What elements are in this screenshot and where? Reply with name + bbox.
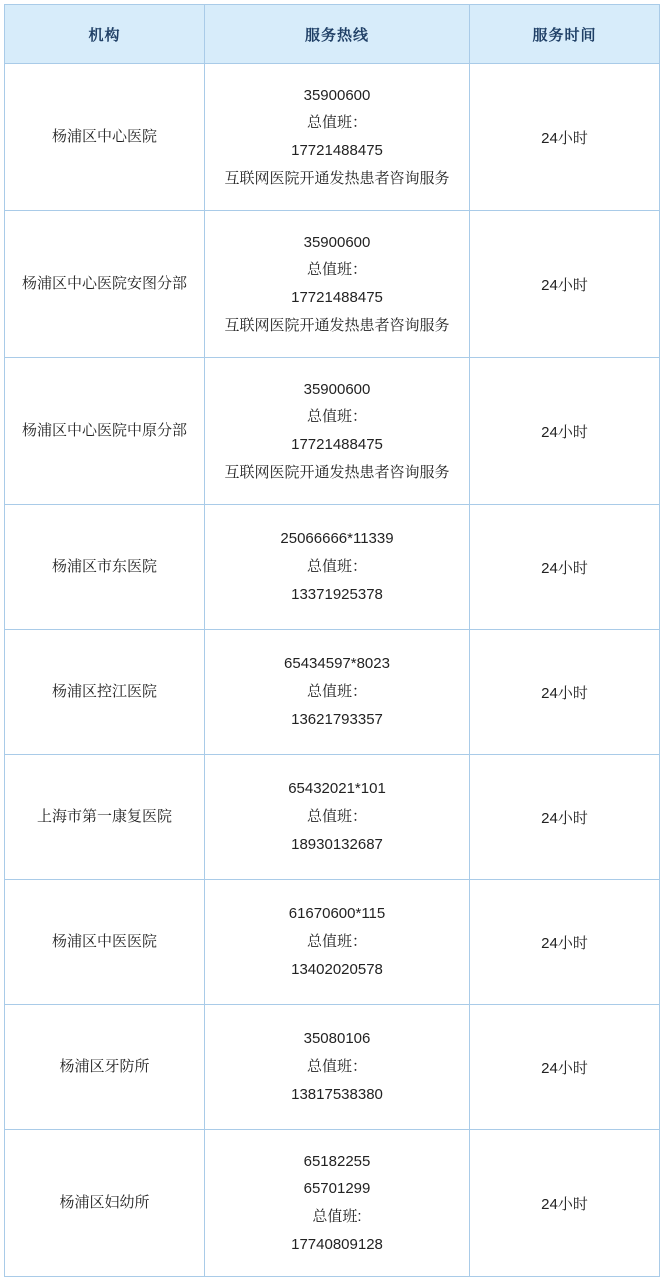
- column-header-hotline: 服务热线: [205, 5, 470, 64]
- cell-time: 24小时: [470, 1130, 660, 1277]
- hotline-line: 13402020578: [291, 960, 383, 978]
- cell-org: 杨浦区中心医院: [5, 64, 205, 211]
- cell-time: 24小时: [470, 505, 660, 630]
- hotline-line: 35080106: [303, 1030, 371, 1048]
- hotline-line: 互联网医院开通发热患者咨询服务: [224, 463, 450, 481]
- cell-time: 24小时: [470, 880, 660, 1005]
- cell-org: 上海市第一康复医院: [5, 755, 205, 880]
- hotline-line: 总值班：: [306, 933, 367, 951]
- hotline-line: 总值班：: [306, 558, 367, 576]
- hotline-line: 61670600*115: [288, 905, 386, 923]
- table-row: [5, 64, 660, 211]
- table-row: [5, 358, 660, 505]
- cell-hotline: [205, 755, 470, 880]
- cell-org: 杨浦区牙防所: [5, 1005, 205, 1130]
- cell-time: 24小时: [470, 211, 660, 358]
- table-body: [5, 64, 660, 1277]
- hotline-line: 总值班：: [306, 1058, 367, 1076]
- hotline-line: 25066666*11339: [280, 530, 394, 548]
- column-header-org: 机构: [5, 5, 205, 64]
- hotline-line: 13621793357: [291, 710, 383, 728]
- header-row: [5, 5, 660, 64]
- column-header-time: 服务时间: [470, 5, 660, 64]
- hotline-line: 35900600: [303, 380, 371, 398]
- cell-time: 24小时: [470, 64, 660, 211]
- cell-hotline: [205, 1130, 470, 1277]
- hotline-line: 17721488475: [291, 142, 383, 159]
- hotline-line: 65432021*101: [288, 780, 386, 798]
- cell-hotline: [205, 211, 470, 358]
- hotline-line: 65434597*8023: [284, 655, 390, 673]
- cell-org: 杨浦区中心医院中原分部: [5, 358, 205, 505]
- cell-org: 杨浦区控江医院: [5, 630, 205, 755]
- hotline-line: 35900600: [303, 86, 371, 104]
- hotline-line: 65701299: [303, 1180, 371, 1198]
- cell-org: 杨浦区妇幼所: [5, 1130, 205, 1277]
- hotline-line: 互联网医院开通发热患者咨询服务: [224, 316, 450, 334]
- table-row: [5, 505, 660, 630]
- table-row: [5, 630, 660, 755]
- hotline-line: 总值班：: [306, 114, 367, 132]
- hotline-line: 总值班：: [306, 683, 367, 701]
- hotline-line: 总值班：: [306, 408, 367, 426]
- cell-time: 24小时: [470, 1005, 660, 1130]
- cell-org: 杨浦区中医医院: [5, 880, 205, 1005]
- cell-time: 24小时: [470, 755, 660, 880]
- table-row: [5, 755, 660, 880]
- cell-time: 24小时: [470, 358, 660, 505]
- hotline-line: 17740809128: [291, 1235, 383, 1253]
- cell-hotline: [205, 630, 470, 755]
- cell-hotline: [205, 505, 470, 630]
- hotline-line: 17721488475: [291, 436, 383, 453]
- cell-org: 杨浦区市东医院: [5, 505, 205, 630]
- hotline-line: 18930132687: [291, 835, 383, 853]
- cell-hotline: [205, 358, 470, 505]
- hotline-line: 13371925378: [291, 585, 383, 603]
- hotline-line: 互联网医院开通发热患者咨询服务: [224, 169, 450, 187]
- table-row: [5, 880, 660, 1005]
- hotline-line: 35900600: [303, 233, 371, 251]
- cell-hotline: [205, 1005, 470, 1130]
- hotline-line: 65182255: [303, 1152, 371, 1170]
- table-row: [5, 1005, 660, 1130]
- table-row: [5, 211, 660, 358]
- hotline-line: 总值班：: [306, 808, 367, 826]
- table-row: [5, 1130, 660, 1277]
- hotline-line: 总值班:: [312, 1208, 362, 1225]
- hotline-line: 总值班：: [306, 261, 367, 279]
- hotline-table: [4, 4, 660, 1277]
- cell-hotline: [205, 880, 470, 1005]
- cell-org: 杨浦区中心医院安图分部: [5, 211, 205, 358]
- cell-hotline: [205, 64, 470, 211]
- table-header: [5, 5, 660, 64]
- cell-time: 24小时: [470, 630, 660, 755]
- hotline-line: 17721488475: [291, 289, 383, 306]
- hotline-line: 13817538380: [291, 1085, 383, 1103]
